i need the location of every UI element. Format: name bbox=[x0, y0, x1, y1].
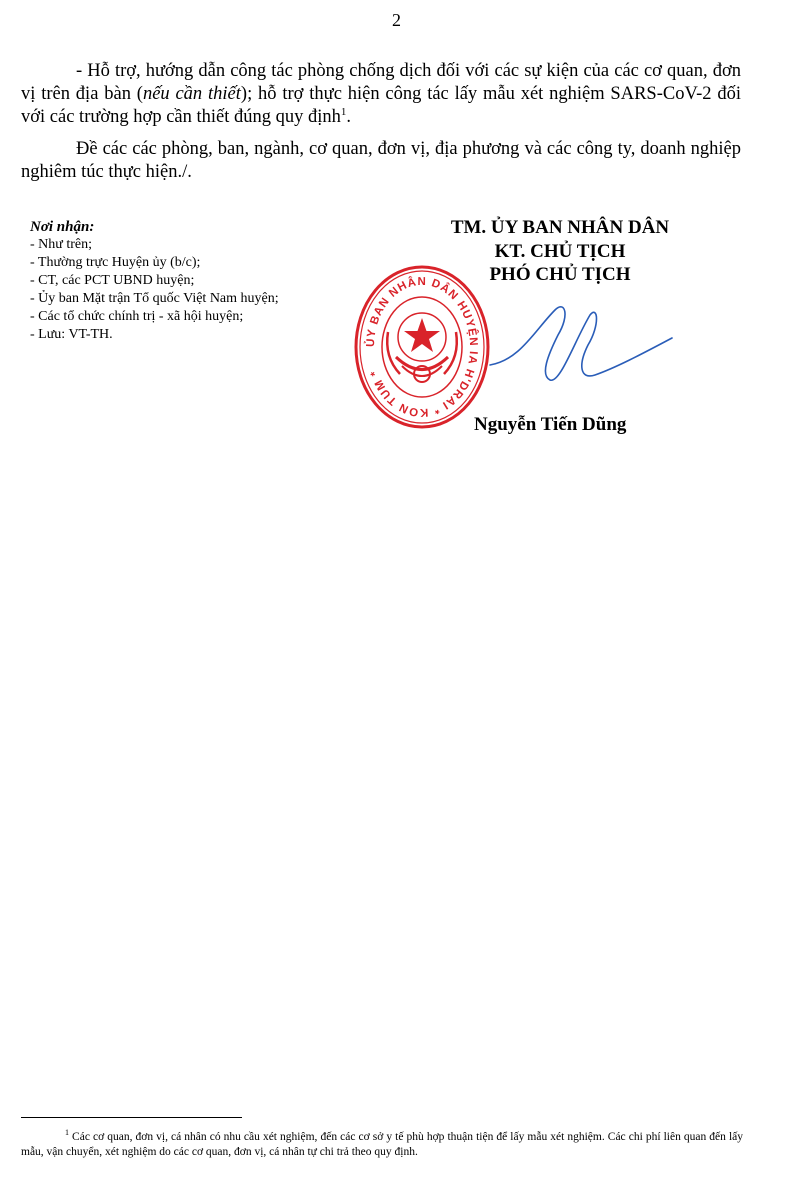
recipients-list bbox=[30, 218, 350, 344]
authority-line-3: PHÓ CHỦ TỊCH bbox=[489, 264, 631, 285]
italic-note: nếu cần thiết bbox=[142, 84, 241, 104]
footnote-number: 1 bbox=[65, 1128, 69, 1138]
recipient-item: - Như trên; bbox=[30, 237, 93, 252]
recipients-title: Nơi nhận: bbox=[30, 219, 95, 235]
seal-text: ỦY BAN NHÂN DÂN HUYỆN IA H'DRAI * KON TUM * bbox=[364, 275, 480, 419]
footnote-reference[interactable]: 1 bbox=[340, 105, 347, 118]
star-icon bbox=[404, 318, 440, 352]
page-number: 2 bbox=[392, 10, 401, 30]
paragraph-support: - Hỗ trợ, hướng dẫn công tác phòng chống dịch đối với các sự kiện của các cơ quan, đơn vị trên địa bàn (nếu cần thiết); hỗ trợ thực hiện công tác lấy mẫu xét nghiệm SARS-CoV-2 đối với các trường hợp cần thiết đúng quy định$^1$. bbox=[21, 61, 742, 127]
recipient-item: - Các tổ chức chính trị - xã hội huyện; bbox=[30, 309, 244, 324]
authority-line-2: KT. CHỦ TỊCH bbox=[494, 240, 626, 262]
authority-line-1: TM. ỦY BAN NHÂN DÂN bbox=[450, 217, 670, 238]
footnote-divider bbox=[21, 1117, 242, 1118]
paragraph-closing: Đề các các phòng, ban, ngành, cơ quan, đơn vị, địa phương và các công ty, doanh nghiệp nghiêm túc thực hiện./. bbox=[21, 139, 741, 182]
recipient-item: - CT, các PCT UBND huyện; bbox=[30, 273, 195, 288]
official-seal-stamp bbox=[352, 262, 492, 432]
footnote bbox=[21, 1130, 743, 1160]
document-body bbox=[21, 60, 741, 193]
recipient-item: - Lưu: VT-TH. bbox=[30, 327, 113, 342]
signer-name: Nguyễn Tiến Dũng bbox=[474, 414, 627, 435]
footnote-text: Các cơ quan, đơn vị, cá nhân có nhu cầu xét nghiệm, đến các cơ sở y tế phù hợp thuận tiện để lấy mẫu xét nghiệm. Các chi phí liên quan đến lấy mẫu, vận chuyển, xét nghiệm do các cơ quan, đơn vị, cá nhân tự chi trả theo quy định. bbox=[21, 1131, 743, 1158]
handwritten-signature bbox=[480, 300, 680, 390]
recipient-item: - Thường trực Huyện ủy (b/c); bbox=[30, 255, 201, 270]
recipient-item: - Ủy ban Mặt trận Tổ quốc Việt Nam huyện; bbox=[30, 291, 279, 306]
